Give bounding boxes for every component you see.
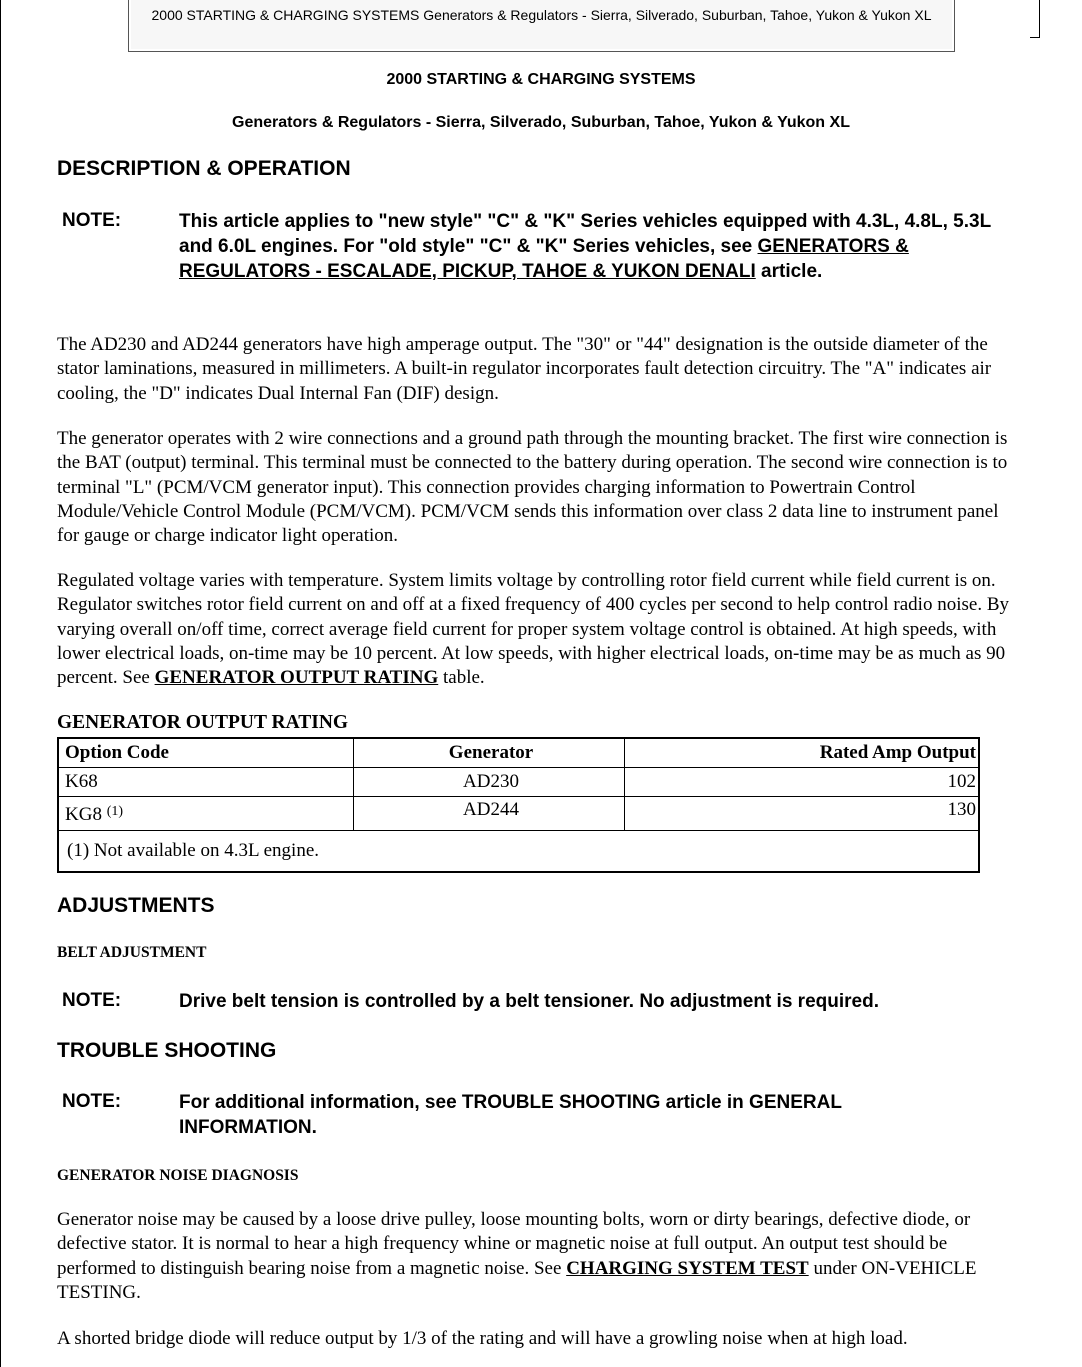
table-footnote: (1) Not available on 4.3L engine.: [58, 831, 979, 873]
note-text-part: This article applies to "new style" "C" & "K" Series vehicles equipped with 4.3L, 4.8L, 5.3L and 6.0L engines. For "old style" "C" & "K" Series vehicles, see: [179, 211, 991, 257]
cell-generator: AD230: [354, 768, 625, 797]
note-label: NOTE:: [62, 1091, 122, 1112]
link-escalade-article[interactable]: GENERATORS & REGULATORS - ESCALADE, PICKUP, TAHOE & YUKON DENALI: [179, 236, 909, 282]
note-label: NOTE:: [62, 990, 122, 1011]
running-header-title: 2000 STARTING & CHARGING SYSTEMS Generators & Regulators - Sierra, Silverado, Suburban, Tahoe, Yukon & Yukon XL: [151, 7, 932, 23]
document-title: 2000 STARTING & CHARGING SYSTEMS: [386, 71, 696, 88]
running-header: [128, 0, 955, 52]
subheading-noise-diagnosis: GENERATOR NOISE DIAGNOSIS: [57, 1167, 299, 1184]
option-code: KG8: [65, 804, 102, 825]
cell-option-code: [58, 797, 354, 831]
cell-amp-output: 130: [625, 797, 980, 831]
paragraph-text: under ON-VEHICLE TESTING.: [57, 1257, 977, 1303]
section-heading-trouble-shooting: TROUBLE SHOOTING: [57, 1039, 277, 1062]
table-header-row: [58, 738, 979, 768]
note-text: Drive belt tension is controlled by a belt tensioner. No adjustment is required.: [179, 991, 879, 1012]
link-generator-output-rating[interactable]: GENERATOR OUTPUT RATING: [154, 667, 439, 689]
cell-option-code: [58, 768, 354, 797]
paragraph-text: Generator noise may be caused by a loose drive pulley, loose mounting bolts, worn or dirty bearings, defective diode, or defective stator. It is normal to hear a high frequency whine or magnetic noise at full output. An output test should be performed to distinguish bearing noise from a magnetic noise. See: [57, 1209, 971, 1279]
option-code: K68: [65, 771, 98, 792]
page-corner-mark: [1030, 0, 1040, 38]
paragraph: [57, 1208, 1017, 1305]
document-subtitle: Generators & Regulators - Sierra, Silverado, Suburban, Tahoe, Yukon & Yukon XL: [232, 114, 850, 131]
table-row: [58, 797, 979, 831]
column-header: Rated Amp Output: [625, 738, 980, 768]
table-row: [58, 768, 979, 797]
page-left-border: [0, 0, 1, 1367]
cell-generator: AD244: [354, 797, 625, 831]
subheading-belt-adjustment: BELT ADJUSTMENT: [57, 944, 207, 961]
link-charging-system-test[interactable]: CHARGING SYSTEM TEST: [566, 1257, 809, 1279]
note-text: [179, 209, 1019, 284]
paragraph-text: table.: [438, 667, 485, 689]
column-header: Generator: [354, 738, 625, 768]
note-text-part: article.: [755, 261, 823, 282]
footnote-marker: (1): [106, 804, 124, 819]
paragraph: [57, 569, 1017, 690]
generator-output-table: [57, 737, 980, 873]
paragraph-text: Regulated voltage varies with temperature. System limits voltage by controlling rotor field current while field current is on. Regulator switches rotor field current on and off at a fixed frequency of 400 cycles per second to help control radio noise. By varying overall on/off time, correct average field current for proper system voltage control is obtained. At high speeds, with lower electrical loads, on-time may be 10 percent. At low speeds, with higher electrical loads, on-time may be as much as 90 percent. See: [57, 570, 1009, 689]
section-heading-adjustments: ADJUSTMENTS: [57, 894, 215, 917]
section-heading-description: DESCRIPTION & OPERATION: [57, 157, 351, 180]
paragraph: The generator operates with 2 wire connections and a ground path through the mounting bracket. The first wire connection is the BAT (output) terminal. This terminal must be connected to the battery during operation. The second wire connection is to terminal "L" (PCM/VCM generator input). This connection provides charging information to Powertrain Control Module/Vehicle Control Module (PCM/VCM). PCM/VCM sends this information over class 2 data line to instrument panel for gauge or charge indicator light operation.: [57, 428, 1008, 547]
note-text: For additional information, see TROUBLE SHOOTING article in GENERAL INFORMATION.: [179, 1092, 842, 1138]
paragraph: A shorted bridge diode will reduce output by 1/3 of the rating and will have a growling noise when at high load.: [57, 1328, 908, 1349]
table-title: GENERATOR OUTPUT RATING: [57, 712, 349, 733]
paragraph: The AD230 and AD244 generators have high amperage output. The "30" or "44" designation is the outside diameter of the stator laminations, measured in millimeters. A built-in regulator incorporates fault detection circuitry. The "A" indicates air cooling, the "D" indicates Dual Internal Fan (DIF) design.: [57, 334, 992, 404]
table-footnote-row: [58, 831, 979, 873]
cell-amp-output: 102: [625, 768, 980, 797]
note-label: NOTE:: [62, 210, 122, 231]
column-header: Option Code: [58, 738, 354, 768]
